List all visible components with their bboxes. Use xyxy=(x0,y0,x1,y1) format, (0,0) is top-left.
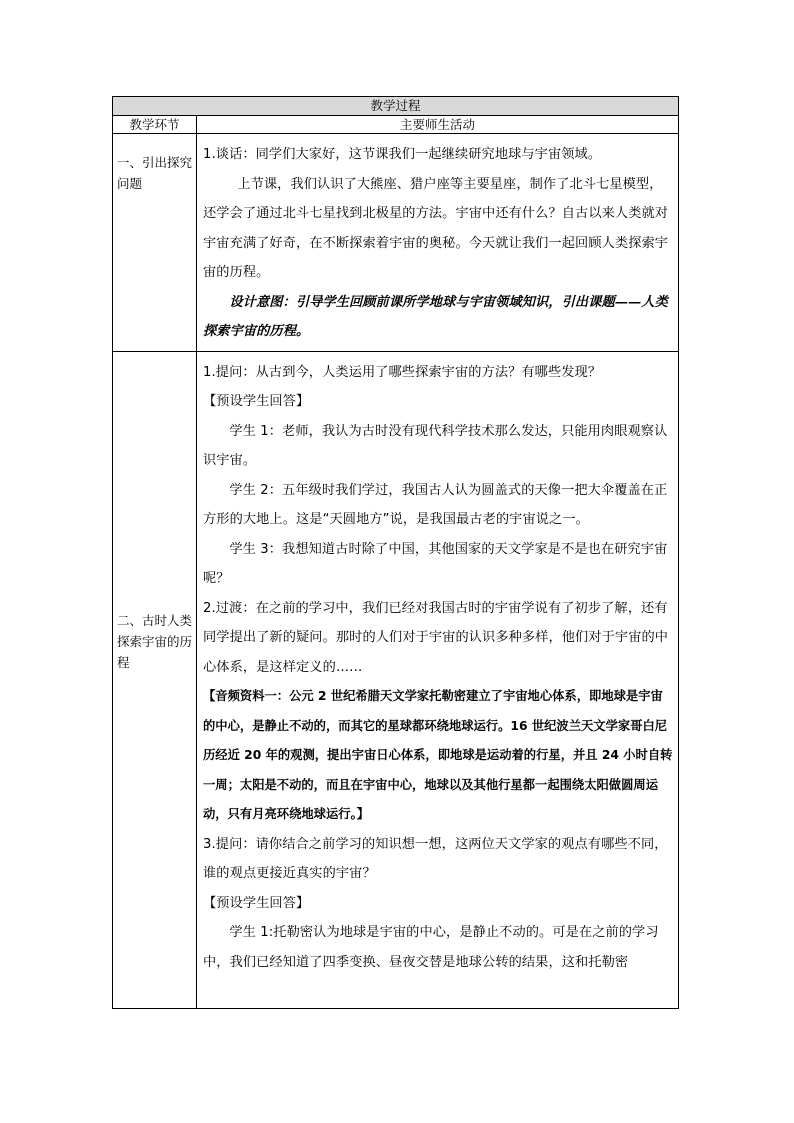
question-3: 3.提问：请你结合之前学习的知识想一想，这两位天文学家的观点有哪些不同，谁的观点更接近真实的宇宙？ xyxy=(203,836,668,881)
preset-answers-label-2: 【预设学生回答】 xyxy=(203,895,310,911)
talk-paragraph: 1.谈话：同学们大家好，这节课我们一起继续研究地球与宇宙领域。 xyxy=(203,147,602,162)
preset-answers-label-1: 【预设学生回答】 xyxy=(203,394,310,409)
lesson-process-table xyxy=(112,96,679,1009)
transition-2: 2.过渡：在之前的学习中，我们已经对我国古时的宇宙学说有了初步了解，还有同学提出了新的疑问。那时的人们对于宇宙的认识多种多样，他们对于宇宙的中心体系，是这样定义的…… xyxy=(203,600,669,675)
student-answer-2: 学生 2：五年级时我们学过，我国古人认为圆盖式的天像一把大伞覆盖在正方形的大地上。这是“天圆地方”说，是我国最古老的宇宙说之一。 xyxy=(203,482,668,527)
stage-cell-introduction: 一、引出探究问题 xyxy=(113,134,197,352)
activity-cell-introduction xyxy=(197,134,679,352)
student-answer-3: 学生 3：我想知道古时除了中国，其他国家的天文学家是不是也在研究宇宙呢？ xyxy=(203,541,668,586)
design-intent: 设计意图：引导学生回顾前课所学地球与宇宙领域知识，引出课题——人类探索宇宙的历程。 xyxy=(203,294,668,339)
review-paragraph: 上节课，我们认识了大熊座、猎户座等主要星座，制作了北斗七星模型，还学会了通过北斗七星找到北极星的方法。宇宙中还有什么？自古以来人类就对宇宙充满了好奇，在不断探索着宇宙的奥秘。今天就让我们一起回顾人类探索宇宙的历程。 xyxy=(203,176,669,280)
audio-material-1: 【音频资料一：公元 2 世纪希腊天文学家托勒密建立了宇宙地心体系，即地球是宇宙的中心，是静止不动的，而其它的星球都环绕地球运行。16 世纪波兰天文学家哥白尼历经近 20 年的观测，提出宇宙日心体系，即地球是运动着的行星，并且 24 小时自转一周；太阳是不动的，而且在宇宙中心，地球以及其他行星都一起围绕太阳做圆周运动，只有月亮环绕地球运行。】 xyxy=(203,689,673,821)
stage-cell-ancient-exploration: 二、古时人类探索宇宙的历程 xyxy=(113,351,197,1008)
column-header-activity: 主要师生活动 xyxy=(197,116,679,134)
column-header-stage: 教学环节 xyxy=(113,116,197,134)
student-answer-1: 学生 1：老师，我认为古时没有现代科学技术那么发达，只能用肉眼观察认识宇宙。 xyxy=(203,423,668,468)
student-answer-4: 学生 1:托勒密认为地球是宇宙的中心，是静止不动的。可是在之前的学习中，我们已经知道了四季变换、昼夜交替是地球公转的结果，这和托勒密 xyxy=(203,925,659,970)
table-title: 教学过程 xyxy=(113,97,679,116)
question-1: 1.提问：从古到今，人类运用了哪些探索宇宙的方法？有哪些发现？ xyxy=(203,364,602,380)
activity-cell-ancient-exploration xyxy=(197,351,679,1008)
